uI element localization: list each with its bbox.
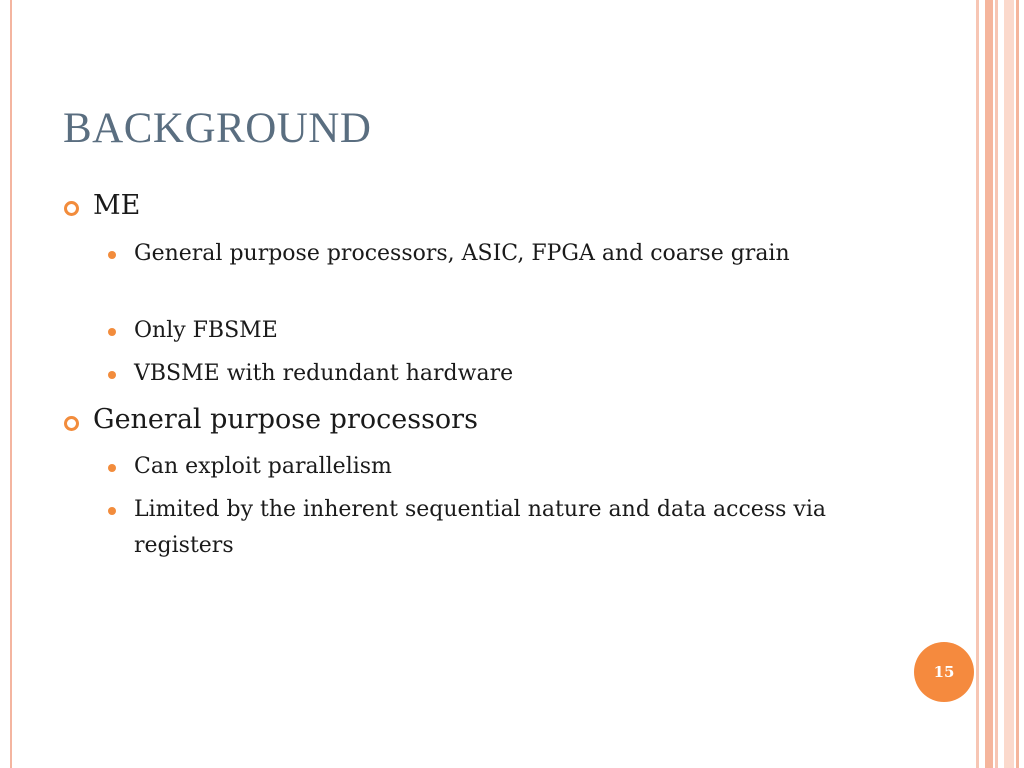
hollow-circle-icon [64,201,79,216]
right-border-stripe [995,0,998,768]
page-number-badge: 15 [914,642,974,702]
list-item: VBSME with redundant hardware [134,361,514,386]
filled-circle-icon [108,507,116,515]
right-border-stripe [1004,0,1014,768]
slide-title: BACKGROUND [63,105,372,152]
left-border-line [10,0,12,768]
list-item: Can exploit parallelism [134,454,392,479]
right-border-stripe [1016,0,1019,768]
list-item: Only FBSME [134,318,278,343]
filled-circle-icon [108,251,116,259]
filled-circle-icon [108,328,116,336]
right-border-stripe [985,0,993,768]
right-border-stripe [976,0,979,768]
section-heading: ME [93,190,141,221]
filled-circle-icon [108,371,116,379]
hollow-circle-icon [64,416,79,431]
section-heading: General purpose processors [93,404,478,435]
filled-circle-icon [108,464,116,472]
list-item: Limited by the inherent sequential nature and data access via registers [134,497,826,558]
list-item: General purpose processors, ASIC, FPGA and coarse grain [134,241,790,266]
